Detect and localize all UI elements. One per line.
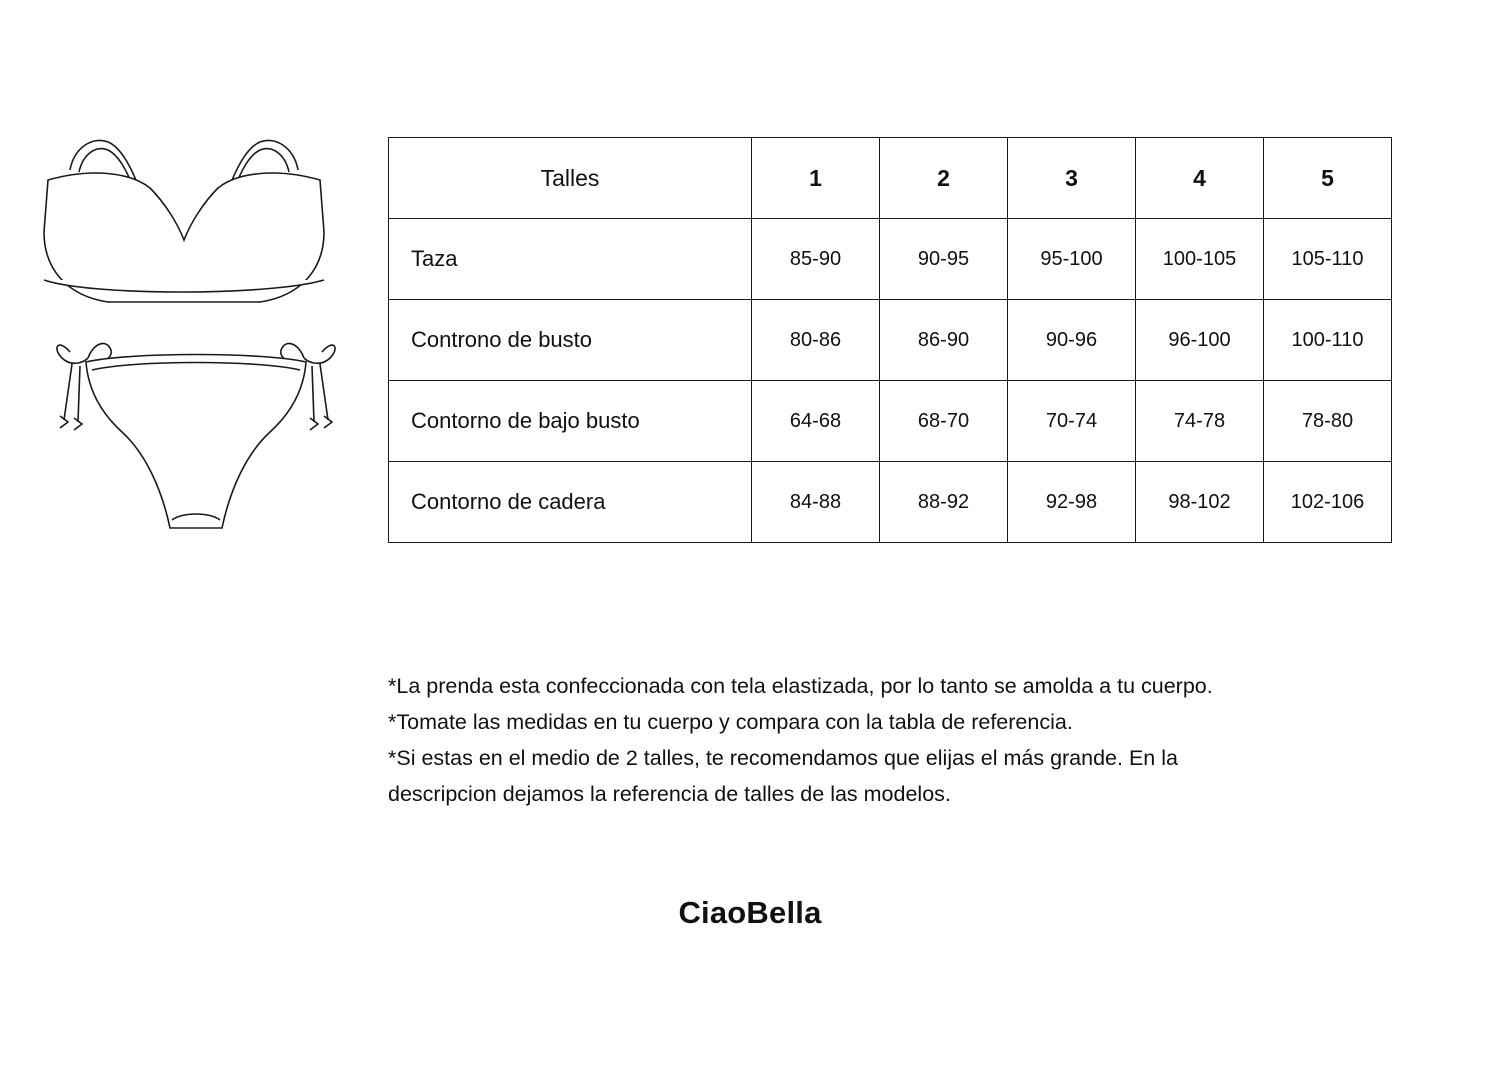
cell-bajo-busto-4: 74-78: [1136, 381, 1264, 462]
cell-busto-5: 100-110: [1264, 300, 1392, 381]
cell-busto-3: 90-96: [1008, 300, 1136, 381]
cell-cadera-2: 88-92: [880, 462, 1008, 543]
cell-bajo-busto-3: 70-74: [1008, 381, 1136, 462]
table-header-row: [389, 138, 1392, 219]
cell-cadera-4: 98-102: [1136, 462, 1264, 543]
cell-taza-3: 95-100: [1008, 219, 1136, 300]
cell-busto-1: 80-86: [752, 300, 880, 381]
row-label-bajo-busto: Contorno de bajo busto: [389, 381, 752, 462]
notes-block: [388, 668, 1368, 812]
note-line-2: *Tomate las medidas en tu cuerpo y compara con la tabla de referencia.: [388, 710, 1073, 734]
garment-illustration: [30, 120, 360, 560]
header-size-5: 5: [1264, 138, 1392, 219]
header-size-4: 4: [1136, 138, 1264, 219]
size-table-container: [388, 137, 1392, 543]
cell-taza-5: 105-110: [1264, 219, 1392, 300]
bikini-bottom-icon: [57, 343, 335, 528]
table-row: [389, 381, 1392, 462]
cell-bajo-busto-5: 78-80: [1264, 381, 1392, 462]
header-size-3: 3: [1008, 138, 1136, 219]
cell-taza-1: 85-90: [752, 219, 880, 300]
cell-cadera-3: 92-98: [1008, 462, 1136, 543]
cell-bajo-busto-1: 64-68: [752, 381, 880, 462]
table-row: [389, 219, 1392, 300]
header-size-1: 1: [752, 138, 880, 219]
note-line-3: *Si estas en el medio de 2 talles, te recomendamos que elijas el más grande. En la: [388, 746, 1178, 770]
row-label-cadera: Contorno de cadera: [389, 462, 752, 543]
header-size-2: 2: [880, 138, 1008, 219]
table-row: [389, 300, 1392, 381]
brand-name: CiaoBella: [678, 895, 822, 930]
bikini-top-icon: [44, 140, 324, 302]
cell-cadera-1: 84-88: [752, 462, 880, 543]
cell-taza-4: 100-105: [1136, 219, 1264, 300]
size-table: [388, 137, 1392, 543]
cell-busto-4: 96-100: [1136, 300, 1264, 381]
cell-cadera-5: 102-106: [1264, 462, 1392, 543]
cell-taza-2: 90-95: [880, 219, 1008, 300]
note-line-4: descripcion dejamos la referencia de talles de las modelos.: [388, 782, 951, 806]
row-label-contorno-busto: Controno de busto: [389, 300, 752, 381]
row-label-taza: Taza: [389, 219, 752, 300]
note-line-1: *La prenda esta confeccionada con tela elastizada, por lo tanto se amolda a tu cuerpo.: [388, 674, 1213, 698]
cell-busto-2: 86-90: [880, 300, 1008, 381]
cell-bajo-busto-2: 68-70: [880, 381, 1008, 462]
header-talles: Talles: [389, 138, 752, 219]
table-row: [389, 462, 1392, 543]
